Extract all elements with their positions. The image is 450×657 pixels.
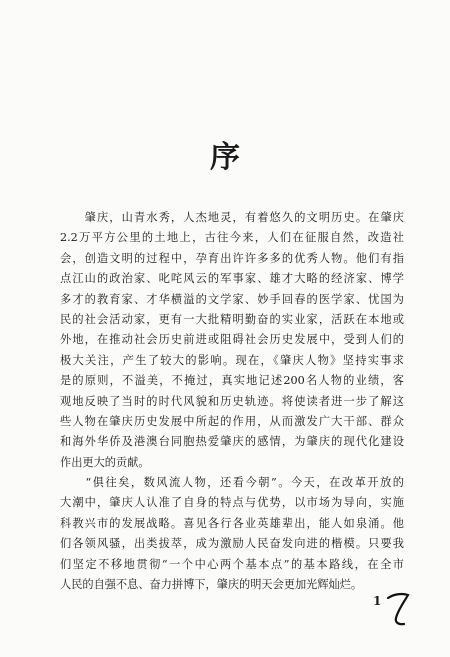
text-line: 会，创造文明的过程中，孕育出许许多多的优秀人物。他们有指 — [60, 251, 404, 265]
text-line: 作出更大的贡献。 — [60, 455, 150, 469]
text-line: 们各领风骚，出类拔萃，成为激励人民奋发向进的楷模。只要我 — [60, 537, 404, 551]
text-line: 多才的教育家、才华横溢的文学家、妙手回春的医学家、忧国为 — [60, 292, 404, 306]
page-title: 序 — [210, 140, 240, 175]
text-line: 科教兴市的发展战略。喜见各行各业英雄辈出，能人如泉涌。他 — [60, 516, 404, 530]
text-line: 和海外华侨及港澳台同胞热爱肇庆的感情，为肇庆的现代化建设 — [60, 435, 404, 449]
text-line: 外地，在推动社会历史前进或阻碍社会历史发展中，受到人们的 — [60, 333, 404, 347]
text-line: 极大关注，产生了较大的影响。现在，《肇庆人物》坚持实事求 — [60, 353, 404, 367]
text-line: “俱往矣，数风流人物，还看今朝”。今天，在改革开放的 — [60, 476, 404, 490]
text-line: 点江山的政治家、叱咤风云的军事家、雄才大略的经济家、博学 — [60, 272, 404, 286]
text-line: 是的原则，不溢美，不掩过，真实地记述200名人物的业绩，客 — [60, 374, 404, 388]
text-line: 们坚定不移地贯彻“一个中心两个基本点”的基本路线，在全市 — [60, 557, 404, 571]
text-line: 肇庆，山青水秀，人杰地灵，有着悠久的文明历史。在肇庆 — [60, 211, 404, 224]
text-line: 人民的自强不息、奋力拼博下，肇庆的明天会更加光辉灿烂。 — [60, 578, 363, 592]
text-line: 些人物在肇庆历史发展中所起的作用，从而激发广大干部、群众 — [60, 414, 404, 428]
text-line: 观地反映了当时的时代风貌和历史轨迹。将使读者进一步了解这 — [60, 394, 404, 408]
handwritten-mark-icon — [384, 588, 414, 628]
page-number: 1 — [373, 594, 382, 608]
text-line: 民的社会活动家，更有一大批精明勤奋的实业家，活跃在本地或 — [60, 312, 404, 326]
text-line: 2.2万平方公里的土地上，古往今来，人们在征服自然，改造社 — [60, 231, 404, 245]
body-text — [60, 208, 404, 595]
text-line: 大潮中，肇庆人认准了自身的特点与优势，以市场为导向，实施 — [60, 496, 404, 510]
